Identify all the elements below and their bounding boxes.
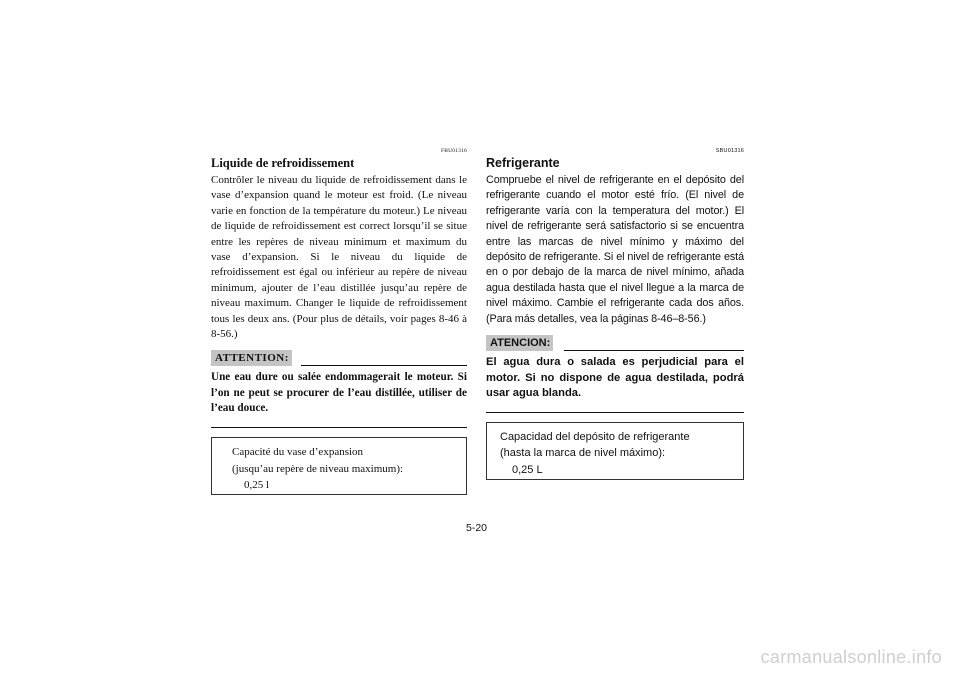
- spec-line-2: (hasta la marca de nivel máximo):: [500, 447, 666, 460]
- capacity-spec-box: [486, 422, 744, 480]
- section-heading: Liquide de refroidissement: [211, 156, 355, 170]
- french-column: [211, 148, 467, 495]
- watermark: carmanualsonline.info: [760, 647, 942, 667]
- caution-text: Une eau dure ou salée endommagerait le moteur. Si l’on ne peut se procurer de l’eau distillée, utiliser de l’eau douce.: [211, 371, 467, 415]
- caution-header: [211, 350, 467, 366]
- caution-end-rule: [486, 412, 744, 413]
- caution-rule: [301, 365, 467, 366]
- caution-label: ATTENTION:: [211, 350, 292, 366]
- spanish-column: [486, 148, 744, 480]
- caution-rule: [564, 350, 744, 351]
- section-paragraph: Compruebe el nivel de refrigerante en el depósito del refrigerante cuando el motor esté frío. (El nivel de refrigerante varía con la temperatura del motor.) El nivel de refrigerante será satisfactorio si se encuentra entre las marcas de nivel mínimo y máximo del depósito de refrigerante. Si el nivel de refrigerante está en o por debajo de la marca de nivel mínimo, añada agua destilada hasta que el nivel llegue a la marca de nivel máximo. Cambie el refrigerante cada dos años. (Para más detalles, vea la páginas 8-46–8-56.): [486, 174, 744, 325]
- caution-end-rule: [211, 427, 467, 428]
- spec-line-2: (jusqu’au repère de niveau maximum):: [232, 462, 404, 475]
- spec-line-1: Capacidad del depósito de refrigerante: [500, 430, 690, 443]
- capacity-spec-box: [211, 437, 467, 495]
- caution-text: El agua dura o salada es perjudicial para el motor. Si no dispone de agua destilada, podrá usar agua blanda.: [486, 356, 744, 400]
- section-heading: Refrigerante: [486, 156, 560, 170]
- page-number: 5-20: [466, 522, 488, 534]
- spec-value: 0,25 L: [512, 463, 543, 476]
- section-code: SBU01316: [715, 148, 744, 154]
- spec-line-1: Capacité du vase d’expansion: [232, 446, 364, 459]
- section-paragraph: Contrôler le niveau du liquide de refroidissement dans le vase d’expansion quand le moteur est froid. (Le niveau varie en fonction de la température du moteur.) Le niveau de liquide de refroidissement est correct lorsqu’il se situe entre les repères de niveau minimum et maximum du vase d’expansion. Si le niveau du liquide de refroidissement est égal ou inférieur au repère de niveau minimum, ajouter de l’eau distillée jusqu’au repère de niveau maximum. Changer le liquide de refroidissement tous les deux ans. (Pour plus de détails, voir pages 8-46 à 8-56.): [211, 174, 467, 341]
- section-code: FBU01316: [440, 148, 467, 154]
- caution-header: [486, 335, 744, 351]
- spec-value: 0,25 l: [244, 479, 270, 492]
- caution-label: ATENCION:: [486, 335, 553, 351]
